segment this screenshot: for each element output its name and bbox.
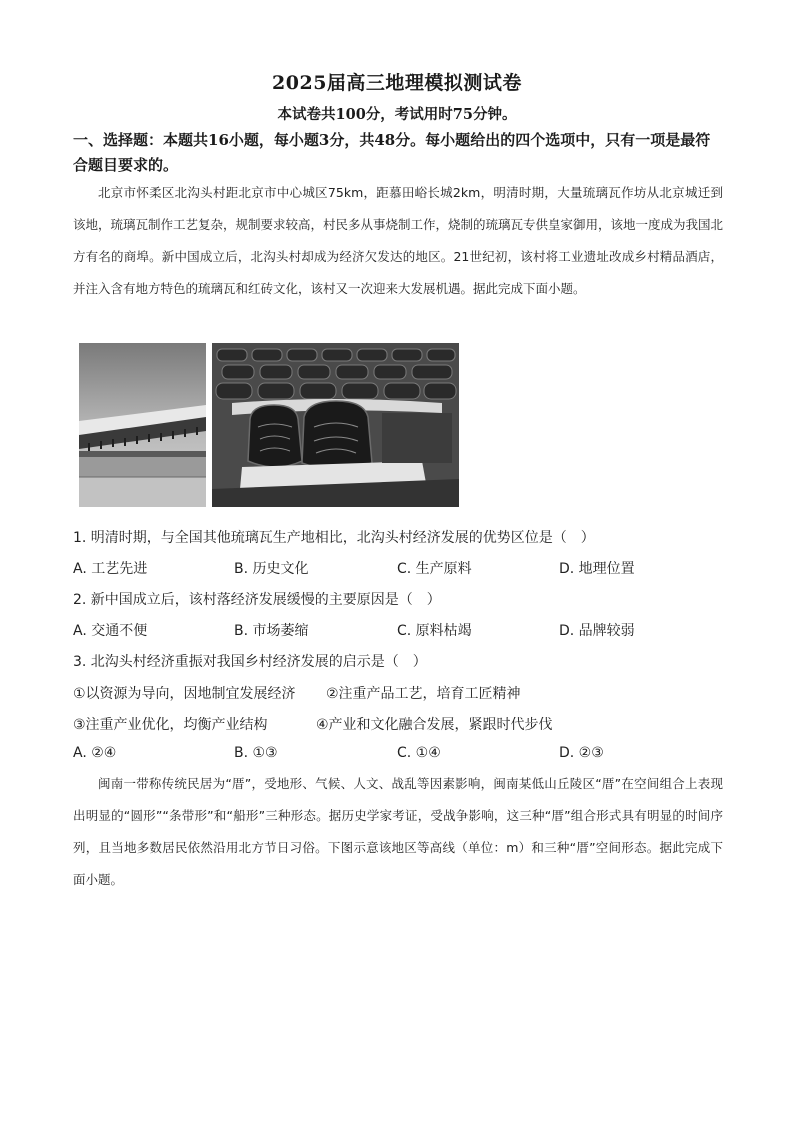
reading-passage-2: 闽南一带称传统民居为“厝”，受地形、气候、人文、战乱等因素影响，闽南某低山丘陵区“厝”在空间组合上表现出明显的“圆形”“条带形”和“船形”三种形态。据历史学家考证，受战争影响，这三种“厝”组合形式具有明显的时间序列，且当地多数居民依然沿用北方节日习俗。下图示意该地区等高线（单位：m）和三种“厝”空间形态。据此完成下面小题。 [73, 776, 723, 887]
question-1-option-c[interactable]: C. 生产原料 [397, 561, 472, 577]
page-title: 2025届高三地理模拟测试卷 [272, 72, 522, 94]
question-3-statement-3: ③注重产业优化，均衡产业结构 [73, 717, 268, 733]
question-3-stem: 3. 北沟头村经济重振对我国乡村经济发展的启示是（ ） [73, 654, 427, 670]
question-2-stem: 2. 新中国成立后，该村落经济发展缓慢的主要原因是（ ） [73, 592, 441, 608]
question-2-option-d[interactable]: D. 品牌较弱 [559, 623, 635, 639]
question-3-option-a[interactable]: A. ②④ [73, 745, 117, 761]
question-3-option-d[interactable]: D. ②③ [559, 745, 604, 761]
question-1-option-d[interactable]: D. 地理位置 [559, 561, 635, 577]
question-3-statement-1: ①以资源为导向，因地制宜发展经济 [73, 686, 296, 702]
question-3-statement-4: ④产业和文化融合发展，紧跟时代步伐 [316, 717, 553, 733]
page-subtitle: 本试卷共100分，考试用时75分钟。 [277, 106, 517, 123]
question-2-option-c[interactable]: C. 原料枯竭 [397, 623, 472, 639]
question-1-stem: 1. 明清时期，与全国其他琉璃瓦生产地相比，北沟头村经济发展的优势区位是（ ） [73, 530, 595, 546]
roof-ridge-ornament-photo [212, 343, 459, 507]
reading-passage-1: 北京市怀柔区北沟头村距北京市中心城区75km，距慕田峪长城2km，明清时期，大量琉璃瓦作坊从北京城迁到该地，琉璃瓦制作工艺复杂，规制要求较高，村民多从事烧制工作，烧制的琉璃瓦专供皇家御用，该地一度成为我国北方有名的商埠。新中国成立后，北沟头村却成为经济欠发达的地区。21世纪初，该村将工业遗址改成乡村精品酒店，并注入含有地方特色的琉璃瓦和红砖文化，该村又一次迎来大发展机遇。据此完成下面小题。 [73, 185, 724, 296]
question-3-option-c[interactable]: C. ①④ [397, 745, 441, 761]
glazed-tile-roof-photo-drawing [79, 343, 206, 507]
question-1-option-b[interactable]: B. 历史文化 [234, 561, 309, 577]
question-3-statement-2: ②注重产品工艺，培育工匠精神 [326, 686, 521, 702]
question-2-option-b[interactable]: B. 市场萎缩 [234, 623, 309, 639]
section-heading: 一、选择题：本题共16小题，每小题3分，共48分。每小题给出的四个选项中，只有一项是最符合题目要求的。 [73, 131, 711, 174]
glazed-tile-roof-photo [79, 343, 206, 507]
question-3-option-b[interactable]: B. ①③ [234, 745, 278, 761]
question-1-option-a[interactable]: A. 工艺先进 [73, 561, 148, 577]
question-2-option-a[interactable]: A. 交通不便 [73, 623, 148, 639]
roof-ridge-ornament-photo-drawing [212, 343, 459, 507]
